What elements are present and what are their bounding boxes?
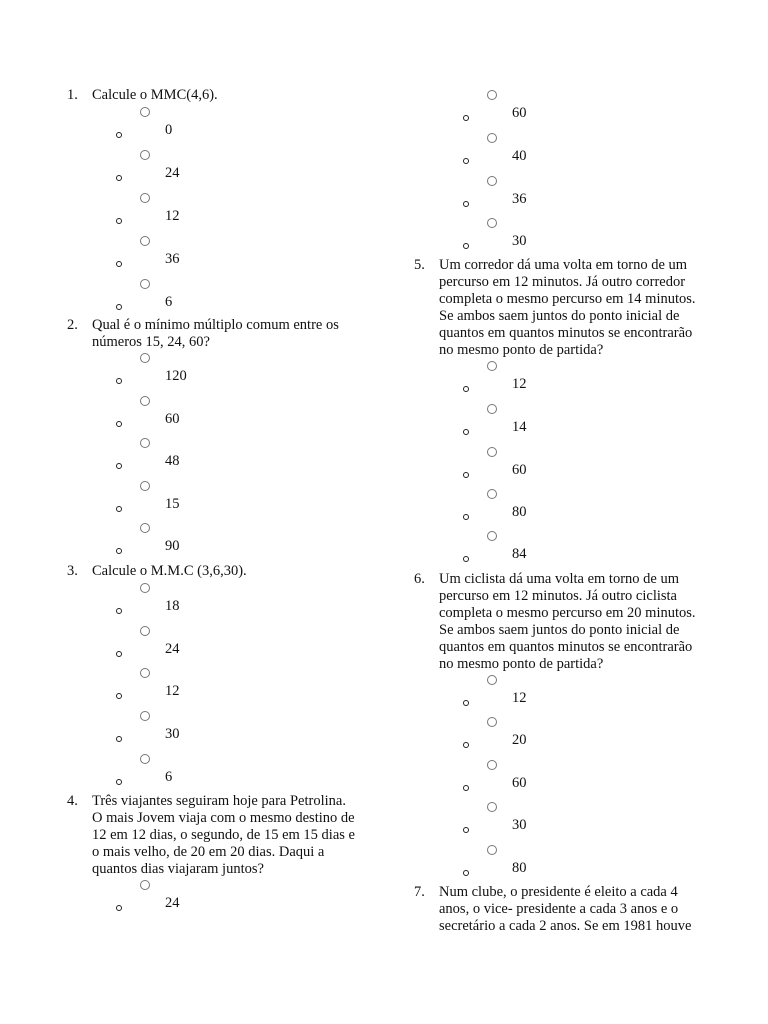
question-line: Três viajantes seguiram hoje para Petrolina. <box>92 793 346 809</box>
bullet-icon <box>116 218 122 224</box>
answer-option[interactable] <box>347 845 677 885</box>
question-number: 1. <box>67 87 78 103</box>
question-line: secretário a cada 2 anos. Se em 1981 houve <box>439 918 692 934</box>
answer-option[interactable] <box>347 361 677 401</box>
question-line: percurso em 12 minutos. Já outro corredor <box>439 274 686 290</box>
question-line: Num clube, o presidente é eleito a cada 4 <box>439 884 678 900</box>
radio-button[interactable] <box>140 193 150 203</box>
answer-option[interactable] <box>347 218 677 258</box>
answer-option[interactable] <box>347 176 677 216</box>
answer-value: 30 <box>165 726 180 742</box>
answer-option[interactable] <box>0 236 330 276</box>
answer-option[interactable] <box>347 90 677 130</box>
answer-option[interactable] <box>0 754 330 794</box>
question-line: quantos dias viajaram juntos? <box>92 861 264 877</box>
radio-button[interactable] <box>487 218 497 228</box>
bullet-icon <box>463 472 469 478</box>
answer-value: 24 <box>165 641 180 657</box>
radio-button[interactable] <box>140 279 150 289</box>
radio-button[interactable] <box>140 880 150 890</box>
radio-button[interactable] <box>140 523 150 533</box>
bullet-icon <box>116 175 122 181</box>
answer-value: 90 <box>165 538 180 554</box>
question-line: 12 em 12 dias, o segundo, de 15 em 15 dias e <box>92 827 355 843</box>
question-text <box>92 563 362 580</box>
radio-button[interactable] <box>487 675 497 685</box>
radio-button[interactable] <box>140 583 150 593</box>
bullet-icon <box>116 693 122 699</box>
answer-value: 80 <box>512 504 527 520</box>
question-text <box>92 87 362 104</box>
bullet-icon <box>116 608 122 614</box>
answer-option[interactable] <box>0 279 330 319</box>
question-line: anos, o vice- presidente a cada 3 anos e o <box>439 901 679 917</box>
bullet-icon <box>463 201 469 207</box>
question-text <box>439 884 709 935</box>
answer-value: 12 <box>165 208 180 224</box>
answer-option[interactable] <box>0 150 330 190</box>
question-number: 2. <box>67 317 78 333</box>
answer-value: 60 <box>512 775 527 791</box>
question-text <box>439 571 709 673</box>
answer-value: 60 <box>512 462 527 478</box>
answer-option[interactable] <box>0 880 330 920</box>
answer-value: 30 <box>512 817 527 833</box>
question-number: 7. <box>414 884 425 900</box>
question-line: no mesmo ponto de partida? <box>439 656 604 672</box>
answer-value: 30 <box>512 233 527 249</box>
answer-option[interactable] <box>0 438 330 478</box>
answer-option[interactable] <box>0 583 330 623</box>
question-line: percurso em 12 minutos. Já outro ciclista <box>439 588 677 604</box>
answer-option[interactable] <box>347 489 677 529</box>
answer-option[interactable] <box>347 760 677 800</box>
question-line: Calcule o M.M.C (3,6,30). <box>92 563 247 579</box>
radio-button[interactable] <box>487 489 497 499</box>
radio-button[interactable] <box>140 626 150 636</box>
question-line: Se ambos saem juntos do ponto inicial de <box>439 308 680 324</box>
question-line: completa o mesmo percurso em 20 minutos. <box>439 605 696 621</box>
radio-button[interactable] <box>487 802 497 812</box>
radio-button[interactable] <box>140 150 150 160</box>
radio-button[interactable] <box>140 107 150 117</box>
answer-option[interactable] <box>0 481 330 521</box>
question-line: quantos em quantos minutos se encontrarão <box>439 639 693 655</box>
radio-button[interactable] <box>140 754 150 764</box>
bullet-icon <box>116 378 122 384</box>
bullet-icon <box>116 779 122 785</box>
radio-button[interactable] <box>487 717 497 727</box>
answer-value: 40 <box>512 148 527 164</box>
question-line: Se ambos saem juntos do ponto inicial de <box>439 622 680 638</box>
bullet-icon <box>463 556 469 562</box>
question-line: Um corredor dá uma volta em torno de um <box>439 257 688 273</box>
answer-option[interactable] <box>0 668 330 708</box>
radio-button[interactable] <box>487 447 497 457</box>
question-number: 4. <box>67 793 78 809</box>
answer-value: 36 <box>512 191 527 207</box>
answer-value: 24 <box>165 895 180 911</box>
radio-button[interactable] <box>487 760 497 770</box>
answer-value: 60 <box>512 105 527 121</box>
question-line: quantos em quantos minutos se encontrarão <box>439 325 693 341</box>
bullet-icon <box>116 463 122 469</box>
question-line: O mais Jovem viaja com o mesmo destino de <box>92 810 355 826</box>
question-line: o mais velho, de 20 em 20 dias. Daqui a <box>92 844 325 860</box>
radio-button[interactable] <box>487 361 497 371</box>
question-line: números 15, 24, 60? <box>92 334 210 350</box>
question-text <box>92 317 362 351</box>
answer-option[interactable] <box>0 523 330 563</box>
question-line: no mesmo ponto de partida? <box>439 342 604 358</box>
bullet-icon <box>116 304 122 310</box>
answer-value: 6 <box>165 294 173 310</box>
bullet-icon <box>463 514 469 520</box>
radio-button[interactable] <box>487 176 497 186</box>
question-text <box>439 257 709 359</box>
question-line: Qual é o mínimo múltiplo comum entre os <box>92 317 339 333</box>
answer-value: 24 <box>165 165 180 181</box>
bullet-icon <box>116 261 122 267</box>
answer-value: 60 <box>165 411 180 427</box>
bullet-icon <box>463 386 469 392</box>
question-line: completa o mesmo percurso em 14 minutos. <box>439 291 696 307</box>
radio-button[interactable] <box>487 404 497 414</box>
answer-value: 6 <box>165 769 173 785</box>
bullet-icon <box>463 742 469 748</box>
bullet-icon <box>463 870 469 876</box>
answer-value: 12 <box>512 690 527 706</box>
radio-button[interactable] <box>487 133 497 143</box>
answer-value: 84 <box>512 546 527 562</box>
question-number: 5. <box>414 257 425 273</box>
answer-option[interactable] <box>347 133 677 173</box>
question-line: Calcule o MMC(4,6). <box>92 87 218 103</box>
bullet-icon <box>463 700 469 706</box>
answer-option[interactable] <box>0 711 330 751</box>
radio-button[interactable] <box>140 353 150 363</box>
answer-option[interactable] <box>0 626 330 666</box>
bullet-icon <box>116 132 122 138</box>
answer-option[interactable] <box>347 675 677 715</box>
radio-button[interactable] <box>140 236 150 246</box>
answer-option[interactable] <box>347 447 677 487</box>
answer-option[interactable] <box>0 396 330 436</box>
answer-value: 15 <box>165 496 180 512</box>
answer-value: 18 <box>165 598 180 614</box>
bullet-icon <box>463 827 469 833</box>
answer-value: 80 <box>512 860 527 876</box>
radio-button[interactable] <box>487 90 497 100</box>
answer-value: 36 <box>165 251 180 267</box>
answer-value: 120 <box>165 368 187 384</box>
radio-button[interactable] <box>140 711 150 721</box>
bullet-icon <box>463 785 469 791</box>
answer-option[interactable] <box>347 404 677 444</box>
bullet-icon <box>116 736 122 742</box>
answer-option[interactable] <box>347 531 677 571</box>
question-text <box>92 793 362 878</box>
answer-option[interactable] <box>0 353 330 393</box>
bullet-icon <box>463 429 469 435</box>
answer-value: 12 <box>165 683 180 699</box>
radio-button[interactable] <box>487 845 497 855</box>
answer-value: 20 <box>512 732 527 748</box>
answer-option[interactable] <box>347 802 677 842</box>
question-line: Um ciclista dá uma volta em torno de um <box>439 571 679 587</box>
bullet-icon <box>116 421 122 427</box>
radio-button[interactable] <box>140 438 150 448</box>
answer-value: 48 <box>165 453 180 469</box>
answer-option[interactable] <box>0 107 330 147</box>
bullet-icon <box>463 115 469 121</box>
answer-value: 12 <box>512 376 527 392</box>
answer-option[interactable] <box>347 717 677 757</box>
radio-button[interactable] <box>140 668 150 678</box>
answer-value: 0 <box>165 122 173 138</box>
radio-button[interactable] <box>140 481 150 491</box>
bullet-icon <box>463 243 469 249</box>
radio-button[interactable] <box>487 531 497 541</box>
bullet-icon <box>463 158 469 164</box>
bullet-icon <box>116 905 122 911</box>
question-number: 6. <box>414 571 425 587</box>
bullet-icon <box>116 506 122 512</box>
radio-button[interactable] <box>140 396 150 406</box>
answer-option[interactable] <box>0 193 330 233</box>
answer-value: 14 <box>512 419 527 435</box>
bullet-icon <box>116 651 122 657</box>
bullet-icon <box>116 548 122 554</box>
question-number: 3. <box>67 563 78 579</box>
